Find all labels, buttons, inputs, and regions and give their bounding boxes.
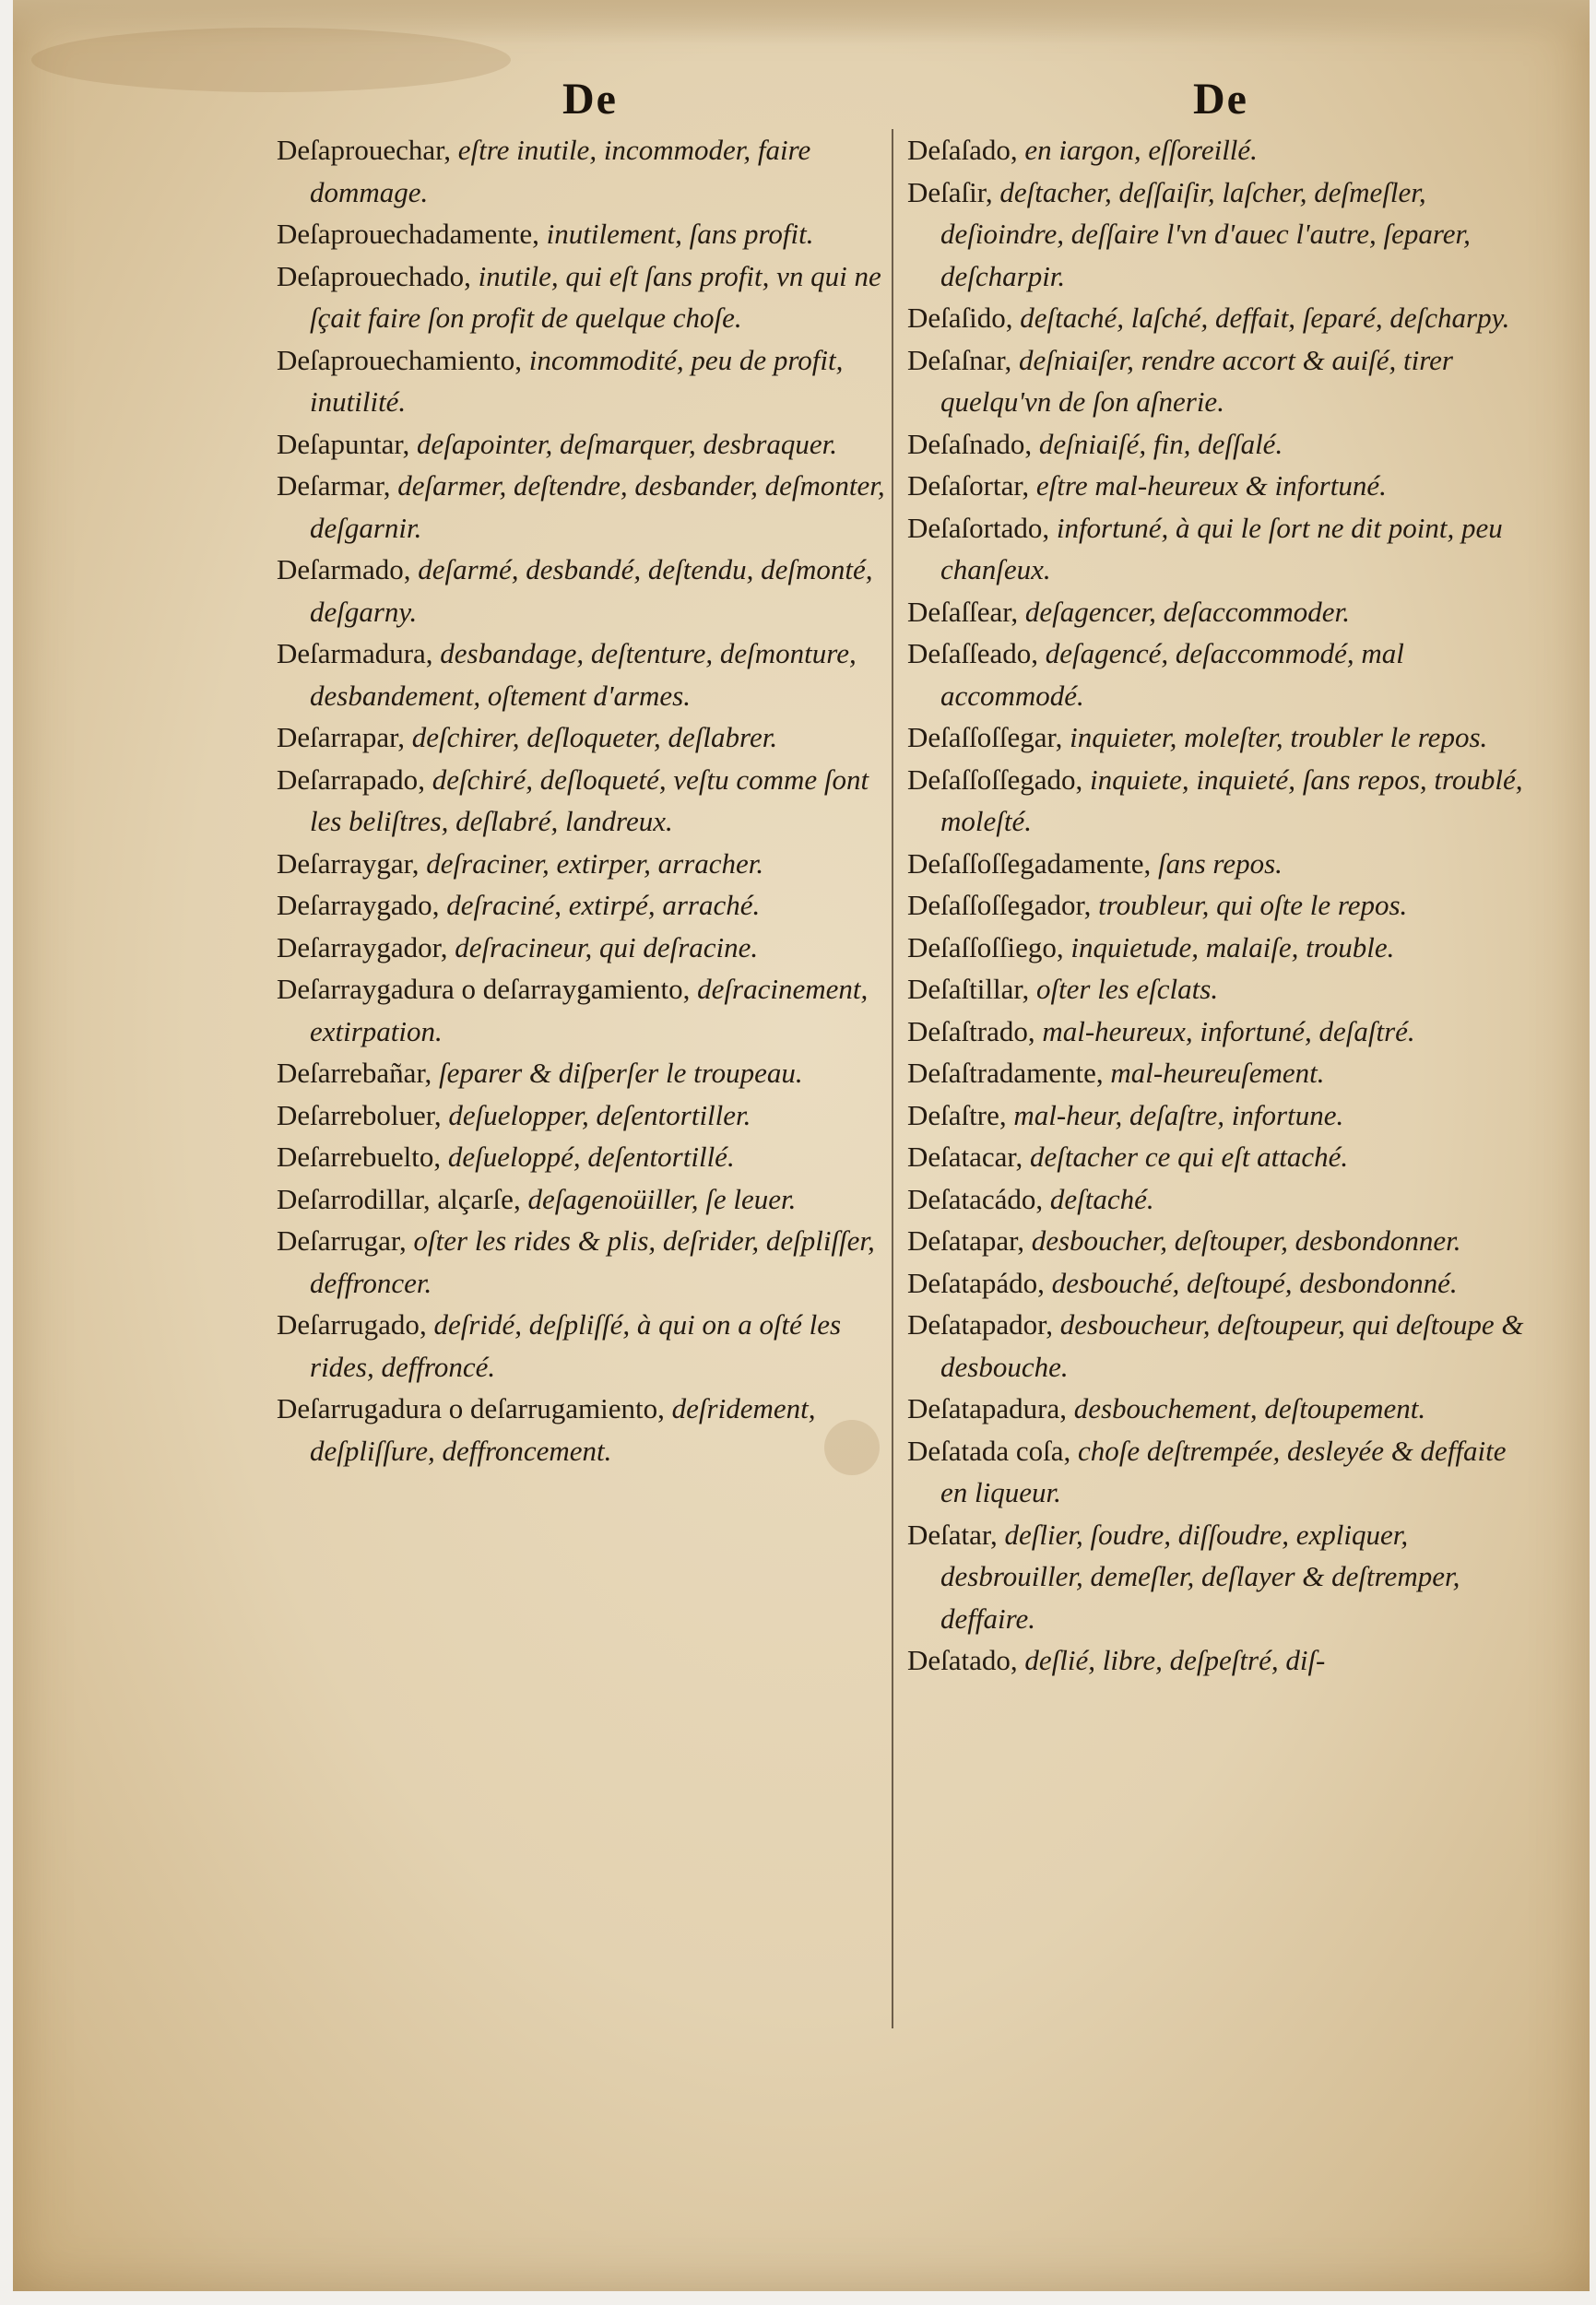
entry-definition: deſniaiſer, rendre accort & auiſé, tirer quelqu'vn de ſon aſnerie. (940, 343, 1453, 418)
dictionary-entry: Deſatacar, deſtacher ce qui eſt attaché. (907, 1141, 1349, 1173)
entry-headword: Deſarraygar (277, 846, 412, 880)
entry-definition: deſarmé, desbandé, deſtendu, deſmonté, deſgarny. (310, 553, 873, 628)
dictionary-entry: Deſarmadura, desbandage, deſtenture, deſmonture, desbandement, oſtement d'armes. (277, 637, 857, 712)
entry-headword: Deſatapador (907, 1308, 1046, 1341)
dictionary-entry: Deſatapádo, desbouché, deſtoupé, desbondonné. (907, 1266, 1458, 1299)
dictionary-entry: Deſarrebuelto, deſueloppé, deſentortillé. (277, 1141, 735, 1173)
entry-definition: deſarmer, deſtendre, desbander, deſmonter, deſgarnir. (310, 469, 885, 544)
entry-headword: Deſaſnar (907, 343, 1005, 376)
entry-headword: Deſaprouechadamente (277, 218, 533, 250)
entry-headword: Deſaſido (907, 301, 1006, 334)
dictionary-entry: Deſaſſoſſegador, troubleur, qui oſte le repos. (907, 889, 1408, 921)
entry-definition: deſchiré, deſloqueté, veſtu comme ſont les beliſtres, deſlabré, landreux. (310, 762, 869, 837)
book-page (13, 0, 1590, 2291)
entry-headword: Deſatacádo (907, 1182, 1036, 1215)
entry-definition: desbouchement, deſtoupement. (1073, 1392, 1426, 1424)
entry-definition: mal-heureuſement. (1110, 1057, 1325, 1089)
dictionary-entry: Deſaſtillar, oſter les eſclats. (907, 973, 1219, 1005)
dictionary-entry: Deſarrugar, oſter les rides & plis, deſrider, deſpliſſer, deffroncer. (277, 1224, 875, 1299)
entry-definition: deſracineur, qui deſracine. (455, 930, 759, 963)
entry-headword: Deſarmar (277, 469, 384, 502)
entry-definition: ſeparer & diſperſer le troupeau. (439, 1057, 803, 1089)
entry-headword: Deſatacar (907, 1141, 1016, 1173)
entry-definition: deſagenoüiller, ſe leuer. (527, 1182, 797, 1215)
entry-headword: Deſaſtrado (907, 1014, 1028, 1047)
dictionary-entry: Deſaſortado, infortuné, à qui le ſort ne dit point, peu chanſeux. (907, 511, 1503, 585)
entry-definition: deſapointer, deſmarquer, desbraquer. (416, 427, 838, 460)
entry-definition: desboucheur, deſtoupeur, qui deſtoupe & desbouche. (940, 1308, 1524, 1383)
entry-definition: deſracinement, extirpation. (310, 973, 869, 1047)
entry-definition: deſtacher, deſſaiſir, laſcher, deſmeſler, deſioindre, deſſaire l'vn d'auec l'autre, ſeparer, deſcharpir. (940, 175, 1471, 292)
entry-headword: Deſatapadura (907, 1392, 1060, 1424)
right-running-head: De (1193, 75, 1248, 124)
entry-definition: deſraciné, extirpé, arraché. (446, 889, 761, 921)
entry-headword: Deſaſſoſſegar (907, 721, 1056, 753)
entry-headword: Deſaſtillar (907, 973, 1023, 1005)
entry-headword: Deſatar (907, 1518, 990, 1551)
entry-headword: Deſaſſoſſegadamente (907, 846, 1144, 880)
entry-headword: Deſaſſoſſegado (907, 762, 1076, 796)
dictionary-entry: Deſarrapado, deſchiré, deſloqueté, veſtu comme ſont les beliſtres, deſlabré, landreux. (277, 762, 869, 837)
dictionary-entry: Deſapuntar, deſapointer, deſmarquer, desbraquer. (277, 427, 838, 460)
entry-definition: ſans repos. (1158, 846, 1283, 880)
dictionary-entry: Deſarrebañar, ſeparer & diſperſer le troupeau. (277, 1057, 803, 1089)
dictionary-entry: Deſaſado, en iargon, eſſoreillé. (907, 134, 1258, 166)
right-entries (907, 129, 1534, 1682)
dictionary-entry: Deſarraygado, deſraciné, extirpé, arraché. (277, 889, 761, 921)
dictionary-entry: Deſaſtradamente, mal-heureuſement. (907, 1057, 1325, 1089)
entry-headword: Deſaprouechado (277, 259, 465, 292)
entry-headword: Deſarrugadura o deſarrugamiento, (277, 1392, 665, 1424)
right-column (907, 0, 1534, 2028)
entry-headword: Deſaſir (907, 175, 986, 208)
entry-headword: Deſatapádo (907, 1266, 1038, 1299)
dictionary-entry: Deſaſſoſſiego, inquietude, malaiſe, trouble. (907, 930, 1395, 963)
entry-headword: Deſaſtre (907, 1098, 999, 1131)
entry-definition: deſagencé, deſaccommodé, mal accommodé. (940, 637, 1404, 712)
dictionary-entry: Deſaprouechamiento, incommodité, peu de profit, inutilité. (277, 343, 844, 418)
entry-headword: Deſaſortar (907, 469, 1023, 502)
dictionary-entry (277, 1388, 904, 1472)
left-running-head: De (562, 75, 618, 124)
entry-definition: inutile, qui eſt ſans profit, vn qui ne ſçait faire ſon profit de quelque choſe. (310, 259, 881, 334)
entry-headword: Deſaſtradamente (907, 1057, 1096, 1089)
entry-headword: Deſaſſear (907, 595, 1011, 628)
entry-headword: Deſaſſoſſiego (907, 930, 1057, 963)
entry-definition: en iargon, eſſoreillé. (1024, 134, 1258, 166)
dictionary-entry: Deſaſnado, deſniaiſé, fin, deſſalé. (907, 427, 1283, 460)
entry-headword: Deſarrebañar (277, 1057, 425, 1089)
entry-headword: Deſatada coſa (907, 1434, 1064, 1467)
entry-definition: deſlier, ſoudre, diſſoudre, expliquer, desbrouiller, demeſler, deſlayer & deſtremper, deffaire. (940, 1518, 1460, 1635)
dictionary-entry: Deſatacádo, deſtaché. (907, 1182, 1154, 1215)
entry-definition: mal-heur, deſaſtre, infortune. (1013, 1098, 1344, 1131)
entry-headword: Deſaprouechar (277, 134, 444, 166)
entry-definition: deſlié, libre, deſpeſtré, diſ- (1024, 1644, 1326, 1676)
entry-definition: deſtaché. (1049, 1182, 1154, 1215)
entry-definition: eſtre inutile, incommoder, faire dommage. (310, 134, 811, 208)
dictionary-entry: Deſarraygar, deſraciner, extirper, arracher. (277, 846, 764, 880)
dictionary-entry: Deſatada coſa, choſe deſtrempée, desleyée & deffaite en liqueur. (907, 1434, 1507, 1508)
dictionary-entry: Deſaſſeado, deſagencé, deſaccommodé, mal accommodé. (907, 637, 1404, 712)
left-column (277, 0, 904, 2028)
entry-definition: oſter les eſclats. (1035, 973, 1219, 1005)
entry-headword: Deſarreboluer (277, 1098, 434, 1131)
entry-definition: deſraciner, extirper, arracher. (426, 846, 764, 880)
dictionary-entry: Deſaſnar, deſniaiſer, rendre accort & auiſé, tirer quelqu'vn de ſon aſnerie. (907, 343, 1453, 418)
entry-headword: Deſaprouechamiento (277, 343, 515, 376)
dictionary-entry: Deſaſortar, eſtre mal-heureux & infortuné. (907, 469, 1387, 502)
dictionary-entry: Deſaprouechadamente, inutilement, ſans profit. (277, 218, 814, 250)
entry-headword: Deſaſortado (907, 511, 1043, 544)
entry-definition: deſridement, deſpliſſure, deffroncement. (310, 1392, 816, 1467)
entry-headword: Deſatapar (907, 1224, 1018, 1257)
entry-definition: desbandage, deſtenture, deſmonture, desbandement, oſtement d'armes. (310, 637, 857, 712)
entry-definition: oſter les rides & plis, deſrider, deſpliſſer, deffroncer. (310, 1224, 875, 1299)
entry-definition: deſniaiſé, fin, deſſalé. (1038, 427, 1283, 460)
entry-headword: Deſaſſeado (907, 637, 1032, 669)
dictionary-entry: Deſarrodillar, alçarſe, deſagenoüiller, ſe leuer. (277, 1182, 797, 1215)
entry-definition: deſagencer, deſaccommoder. (1024, 595, 1350, 628)
entry-headword: Deſatado (907, 1644, 1011, 1676)
entry-definition: deſuelopper, deſentortiller. (448, 1098, 751, 1131)
dictionary-entry: Deſarmado, deſarmé, desbandé, deſtendu, deſmonté, deſgarny. (277, 553, 873, 628)
entry-headword: Deſarrapado (277, 762, 419, 796)
entry-definition: eſtre mal-heureux & infortuné. (1035, 469, 1387, 502)
dictionary-entry: Deſaſido, deſtaché, laſché, deffait, ſeparé, deſcharpy. (907, 301, 1510, 334)
dictionary-entry: Deſatapar, desboucher, deſtouper, desbondonner. (907, 1224, 1461, 1257)
dictionary-entry (277, 968, 904, 1052)
dictionary-entry: Deſarraygador, deſracineur, qui deſracine. (277, 930, 759, 963)
entry-definition: inutilement, ſans profit. (546, 218, 814, 250)
entry-definition: deſtacher ce qui eſt attaché. (1030, 1141, 1349, 1173)
dictionary-entry: Deſaſir, deſtacher, deſſaiſir, laſcher, deſmeſler, deſioindre, deſſaire l'vn d'auec l'autre, ſeparer, deſcharpir. (907, 175, 1471, 292)
column-divider (892, 129, 893, 2028)
entry-headword: Deſarrugar (277, 1224, 400, 1257)
dictionary-entry: Deſaprouechado, inutile, qui eſt ſans profit, vn qui ne ſçait faire ſon profit de quelque choſe. (277, 259, 881, 334)
entry-definition: incommodité, peu de profit, inutilité. (310, 343, 844, 418)
dictionary-entry: Deſarrapar, deſchirer, deſloqueter, deſlabrer. (277, 721, 778, 753)
entry-headword: Deſarmado (277, 553, 404, 585)
dictionary-entry: Deſaſtre, mal-heur, deſaſtre, infortune. (907, 1098, 1344, 1131)
dictionary-entry: Deſaſſoſſegadamente, ſans repos. (907, 846, 1283, 880)
entry-definition: deſridé, deſpliſſé, à qui on a oſté les rides, deffroncé. (310, 1308, 842, 1383)
entry-headword: Deſarrodillar, alçarſe (277, 1182, 514, 1215)
dictionary-entry: Deſatapadura, desbouchement, deſtoupement. (907, 1392, 1426, 1424)
entry-headword: Deſarrapar (277, 721, 398, 753)
entry-definition: desboucher, deſtouper, desbondonner. (1031, 1224, 1461, 1257)
dictionary-entry: Deſaprouechar, eſtre inutile, incommoder, faire dommage. (277, 134, 811, 208)
dictionary-entry: Deſarrugado, deſridé, deſpliſſé, à qui on a oſté les rides, deffroncé. (277, 1308, 842, 1383)
entry-headword: Deſarraygadura o deſarraygamiento, (277, 973, 691, 1005)
dictionary-entry: Deſarreboluer, deſuelopper, deſentortiller. (277, 1098, 751, 1131)
dictionary-entry: Deſaſſoſſegado, inquiete, inquieté, ſans repos, troublé, moleſté. (907, 762, 1523, 837)
entry-headword: Deſaſſoſſegador (907, 889, 1084, 921)
entry-definition: troubleur, qui oſte le repos. (1098, 889, 1408, 921)
entry-headword: Deſarrebuelto (277, 1141, 434, 1173)
dictionary-entry: Deſatapador, desboucheur, deſtoupeur, qui deſtoupe & desbouche. (907, 1308, 1524, 1383)
entry-definition: inquietude, malaiſe, trouble. (1070, 930, 1395, 963)
entry-headword: Deſarmadura (277, 637, 426, 669)
dictionary-entry: Deſaſtrado, mal-heureux, infortuné, deſaſtré. (907, 1014, 1415, 1047)
dictionary-entry: Deſarmar, deſarmer, deſtendre, desbander, deſmonter, deſgarnir. (277, 469, 885, 544)
dictionary-entry: Deſaſſear, deſagencer, deſaccommoder. (907, 595, 1350, 628)
entry-definition: deſtaché, laſché, deffait, ſeparé, deſcharpy. (1020, 301, 1510, 334)
entry-definition: deſueloppé, deſentortillé. (447, 1141, 735, 1173)
entry-headword: Deſarrugado (277, 1308, 420, 1341)
entry-definition: mal-heureux, infortuné, deſaſtré. (1042, 1014, 1415, 1047)
dictionary-entry: Deſaſſoſſegar, inquieter, moleſter, troubler le repos. (907, 721, 1488, 753)
entry-headword: Deſaſado (907, 134, 1011, 166)
entry-definition: choſe deſtrempée, desleyée & deffaite en liqueur. (940, 1434, 1507, 1508)
entry-headword: Deſapuntar (277, 427, 403, 460)
entry-definition: deſchirer, deſloqueter, deſlabrer. (411, 721, 778, 753)
entry-definition: inquieter, moleſter, troubler le repos. (1070, 721, 1488, 753)
entry-definition: desbouché, deſtoupé, desbondonné. (1051, 1266, 1458, 1299)
entry-definition: inquiete, inquieté, ſans repos, troublé, moleſté. (940, 762, 1523, 837)
dictionary-entry: Deſatar, deſlier, ſoudre, diſſoudre, expliquer, desbrouiller, demeſler, deſlayer & deſtremper, deffaire. (907, 1518, 1460, 1635)
entry-definition: infortuné, à qui le ſort ne dit point, peu chanſeux. (940, 511, 1503, 585)
entry-headword: Deſarraygado (277, 889, 432, 921)
entry-headword: Deſarraygador (277, 930, 441, 963)
dictionary-entry: Deſatado, deſlié, libre, deſpeſtré, diſ- (907, 1644, 1326, 1676)
entry-headword: Deſaſnado (907, 427, 1025, 460)
left-entries (277, 129, 904, 1472)
